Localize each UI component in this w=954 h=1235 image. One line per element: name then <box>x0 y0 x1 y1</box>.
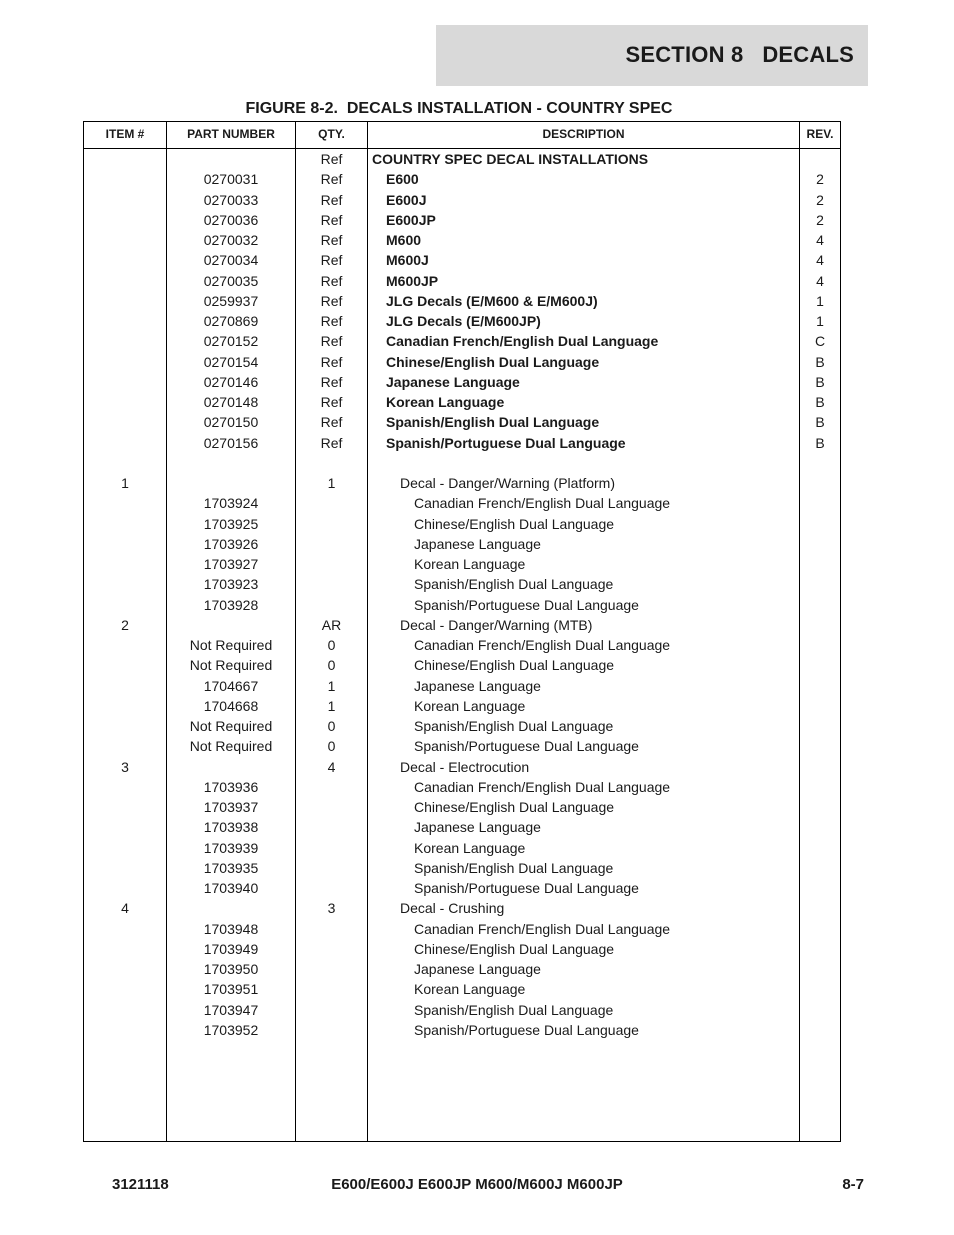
quantity-cell: 0 <box>327 718 336 734</box>
description-cell: Spanish/Portuguese Dual Language <box>414 596 639 613</box>
part-number-cell: 0270034 <box>203 252 259 269</box>
description-cell: Decal - Electrocution <box>400 758 530 775</box>
table-row <box>84 858 840 878</box>
header-quantity: QTY. <box>318 127 345 141</box>
description-cell: Japanese Language <box>414 535 541 552</box>
header-revision: REV. <box>806 127 834 141</box>
revision-cell: 1 <box>816 313 824 329</box>
quantity-cell: Ref <box>320 434 343 451</box>
table-row <box>84 919 840 939</box>
description-cell: Korean Language <box>414 981 526 998</box>
revision-cell: 2 <box>816 171 824 188</box>
description-cell: Spanish/Portuguese Dual Language <box>386 434 626 451</box>
revision-cell: 1 <box>816 292 824 309</box>
revision-cell: B <box>815 353 825 370</box>
description-cell: Chinese/English Dual Language <box>414 657 615 674</box>
description-cell: Japanese Language <box>414 819 541 836</box>
item-number-cell: 4 <box>121 900 129 917</box>
table-row <box>84 169 840 189</box>
part-number-cell: Not Required <box>189 637 273 653</box>
table-row <box>84 655 840 675</box>
quantity-cell: Ref <box>320 191 343 208</box>
table-row <box>84 230 840 250</box>
revision-cell: C <box>814 333 826 350</box>
description-cell: Canadian French/English Dual Language <box>414 637 671 653</box>
table-row <box>84 696 840 716</box>
part-number-cell: 1703950 <box>203 961 259 977</box>
header-description: DESCRIPTION <box>542 127 625 141</box>
item-number-cell: 3 <box>121 758 129 775</box>
quantity-cell: 0 <box>327 738 336 755</box>
table-row <box>84 392 840 412</box>
footer-model-list: E600/E600J E600JP M600/M600J M600JP <box>331 1176 623 1193</box>
quantity-cell: Ref <box>320 292 343 309</box>
revision-cell: 2 <box>816 211 824 228</box>
description-cell: Canadian French/English Dual Language <box>386 333 659 350</box>
quantity-cell: AR <box>321 616 342 633</box>
part-number-cell: 1704668 <box>203 697 259 714</box>
footer-document-number: 3121118 <box>112 1176 169 1193</box>
part-number-cell: Not Required <box>189 657 273 674</box>
part-number-cell: 1703928 <box>203 596 259 613</box>
table-row <box>84 635 840 655</box>
quantity-cell: 0 <box>327 637 336 653</box>
quantity-cell: Ref <box>320 353 343 370</box>
part-number-cell: 1703937 <box>203 799 259 815</box>
section-title: SECTION 8 DECALS <box>625 42 854 67</box>
part-number-cell: 1703935 <box>203 859 259 876</box>
table-row <box>84 514 840 534</box>
description-cell: Spanish/English Dual Language <box>414 576 614 593</box>
table-row <box>84 777 840 797</box>
table-row <box>84 595 840 615</box>
quantity-cell: Ref <box>320 211 343 228</box>
table-row <box>84 554 840 574</box>
quantity-cell: Ref <box>320 373 343 390</box>
description-cell: M600J <box>386 252 429 269</box>
description-cell: Chinese/English Dual Language <box>414 515 615 532</box>
part-number-cell: 1703949 <box>203 940 259 957</box>
part-number-cell: 0270032 <box>203 232 259 248</box>
table-row <box>84 210 840 230</box>
table-row <box>84 1020 840 1040</box>
table-row <box>84 352 840 372</box>
part-number-cell: 0270869 <box>203 313 259 329</box>
table-row <box>84 190 840 210</box>
table-row <box>84 372 840 392</box>
quantity-cell: Ref <box>320 414 343 431</box>
revision-cell: B <box>815 434 825 451</box>
description-cell: Korean Language <box>414 556 526 572</box>
description-cell: Canadian French/English Dual Language <box>414 495 671 512</box>
header-item-number: ITEM # <box>105 127 145 141</box>
quantity-cell: Ref <box>320 333 343 350</box>
table-row <box>84 676 840 696</box>
part-number-cell: 1704667 <box>203 677 259 694</box>
quantity-cell: 4 <box>327 758 336 775</box>
table-row <box>84 311 840 331</box>
table-row <box>84 615 840 635</box>
revision-cell: 4 <box>816 232 824 248</box>
revision-cell: 4 <box>816 252 824 269</box>
description-cell: COUNTRY SPEC DECAL INSTALLATIONS <box>372 151 649 167</box>
item-number-cell: 1 <box>121 475 129 491</box>
table-body <box>84 149 840 1040</box>
part-number-cell: 1703925 <box>203 515 259 532</box>
item-number-cell: 2 <box>121 616 129 633</box>
table-row <box>84 271 840 291</box>
table-row <box>84 534 840 554</box>
table-row <box>84 716 840 736</box>
quantity-cell: Ref <box>320 151 343 167</box>
table-row <box>84 797 840 817</box>
table-row <box>84 959 840 979</box>
table-row <box>84 1000 840 1020</box>
table-row <box>84 817 840 837</box>
table-header <box>84 122 840 149</box>
description-cell: Decal - Crushing <box>400 900 505 917</box>
table-row <box>84 291 840 311</box>
part-number-cell: 1703952 <box>203 1021 259 1038</box>
part-number-cell: 1703936 <box>203 778 259 795</box>
quantity-cell: Ref <box>320 171 343 188</box>
table-row <box>84 493 840 513</box>
description-cell: Decal - Danger/Warning (MTB) <box>400 616 593 633</box>
revision-cell: B <box>815 414 825 431</box>
part-number-cell: 0270150 <box>203 414 259 431</box>
part-number-cell: 0270152 <box>203 333 259 350</box>
quantity-cell: Ref <box>320 252 343 269</box>
revision-cell: 2 <box>816 191 824 208</box>
description-cell: Chinese/English Dual Language <box>414 799 615 815</box>
description-cell: JLG Decals (E/M600JP) <box>386 313 541 329</box>
part-number-cell: 0270154 <box>203 353 259 370</box>
quantity-cell: Ref <box>320 313 343 329</box>
part-number-cell: 1703947 <box>203 1001 259 1018</box>
table-row <box>84 412 840 432</box>
quantity-cell: 1 <box>327 697 336 714</box>
table-row <box>84 453 840 473</box>
description-cell: M600 <box>386 232 422 248</box>
table-row <box>84 149 840 169</box>
description-cell: Japanese Language <box>386 373 520 390</box>
revision-cell: 4 <box>816 272 824 289</box>
description-cell: E600 <box>386 171 419 188</box>
part-number-cell: 1703926 <box>203 535 259 552</box>
description-cell: Korean Language <box>414 839 526 856</box>
part-number-cell: 1703940 <box>203 880 259 896</box>
description-cell: Canadian French/English Dual Language <box>414 778 671 795</box>
description-cell: Korean Language <box>386 394 505 410</box>
figure-title: FIGURE 8-2. DECALS INSTALLATION - COUNTRY SPEC <box>245 100 673 117</box>
revision-cell: B <box>815 394 825 410</box>
part-number-cell: Not Required <box>189 738 273 755</box>
quantity-cell: 1 <box>327 677 336 694</box>
revision-cell: B <box>815 373 825 390</box>
table-row <box>84 574 840 594</box>
description-cell: Spanish/English Dual Language <box>414 859 614 876</box>
quantity-cell: Ref <box>320 232 343 248</box>
quantity-cell: Ref <box>320 272 343 289</box>
description-cell: E600J <box>386 191 427 208</box>
table-row <box>84 939 840 959</box>
description-cell: JLG Decals (E/M600 & E/M600J) <box>386 292 598 309</box>
table-row <box>84 473 840 493</box>
part-number-cell: Not Required <box>189 718 273 734</box>
section-banner <box>436 25 868 86</box>
description-cell: M600JP <box>386 272 439 289</box>
description-cell: Spanish/Portuguese Dual Language <box>414 738 639 755</box>
table-row <box>84 979 840 999</box>
description-cell: Decal - Danger/Warning (Platform) <box>400 475 615 491</box>
description-cell: Chinese/English Dual Language <box>386 353 600 370</box>
part-number-cell: 0259937 <box>203 292 259 309</box>
part-number-cell: 1703924 <box>203 495 259 512</box>
part-number-cell: 0270035 <box>203 272 259 289</box>
description-cell: E600JP <box>386 211 436 228</box>
part-number-cell: 1703938 <box>203 819 259 836</box>
quantity-cell: 1 <box>327 475 336 491</box>
description-cell: Spanish/English Dual Language <box>414 1001 614 1018</box>
description-cell: Chinese/English Dual Language <box>414 940 615 957</box>
part-number-cell: 1703948 <box>203 920 259 937</box>
part-number-cell: 0270146 <box>203 373 259 390</box>
description-cell: Japanese Language <box>414 961 541 977</box>
part-number-cell: 0270036 <box>203 211 259 228</box>
table-row <box>84 898 840 918</box>
description-cell: Spanish/English Dual Language <box>414 718 614 734</box>
table-row <box>84 757 840 777</box>
part-number-cell: 0270148 <box>203 394 259 410</box>
part-number-cell: 1703927 <box>203 556 259 572</box>
description-cell: Spanish/Portuguese Dual Language <box>414 880 639 896</box>
part-number-cell: 1703939 <box>203 839 259 856</box>
table-row <box>84 331 840 351</box>
description-cell: Canadian French/English Dual Language <box>414 920 671 937</box>
table-row <box>84 878 840 898</box>
parts-table <box>83 121 841 1142</box>
part-number-cell: 1703923 <box>203 576 259 593</box>
quantity-cell: 3 <box>327 900 336 917</box>
description-cell: Korean Language <box>414 697 526 714</box>
table-row <box>84 433 840 453</box>
table-row <box>84 736 840 756</box>
part-number-cell: 0270156 <box>203 434 259 451</box>
quantity-cell: Ref <box>320 394 343 410</box>
part-number-cell: 0270031 <box>203 171 259 188</box>
description-cell: Japanese Language <box>414 677 541 694</box>
part-number-cell: 0270033 <box>203 191 259 208</box>
description-cell: Spanish/Portuguese Dual Language <box>414 1021 639 1038</box>
table-row <box>84 250 840 270</box>
header-part-number: PART NUMBER <box>187 127 275 141</box>
description-cell: Spanish/English Dual Language <box>386 414 600 431</box>
quantity-cell: 0 <box>327 657 336 674</box>
part-number-cell: 1703951 <box>203 981 259 998</box>
table-row <box>84 838 840 858</box>
footer-page-number: 8-7 <box>842 1176 864 1193</box>
